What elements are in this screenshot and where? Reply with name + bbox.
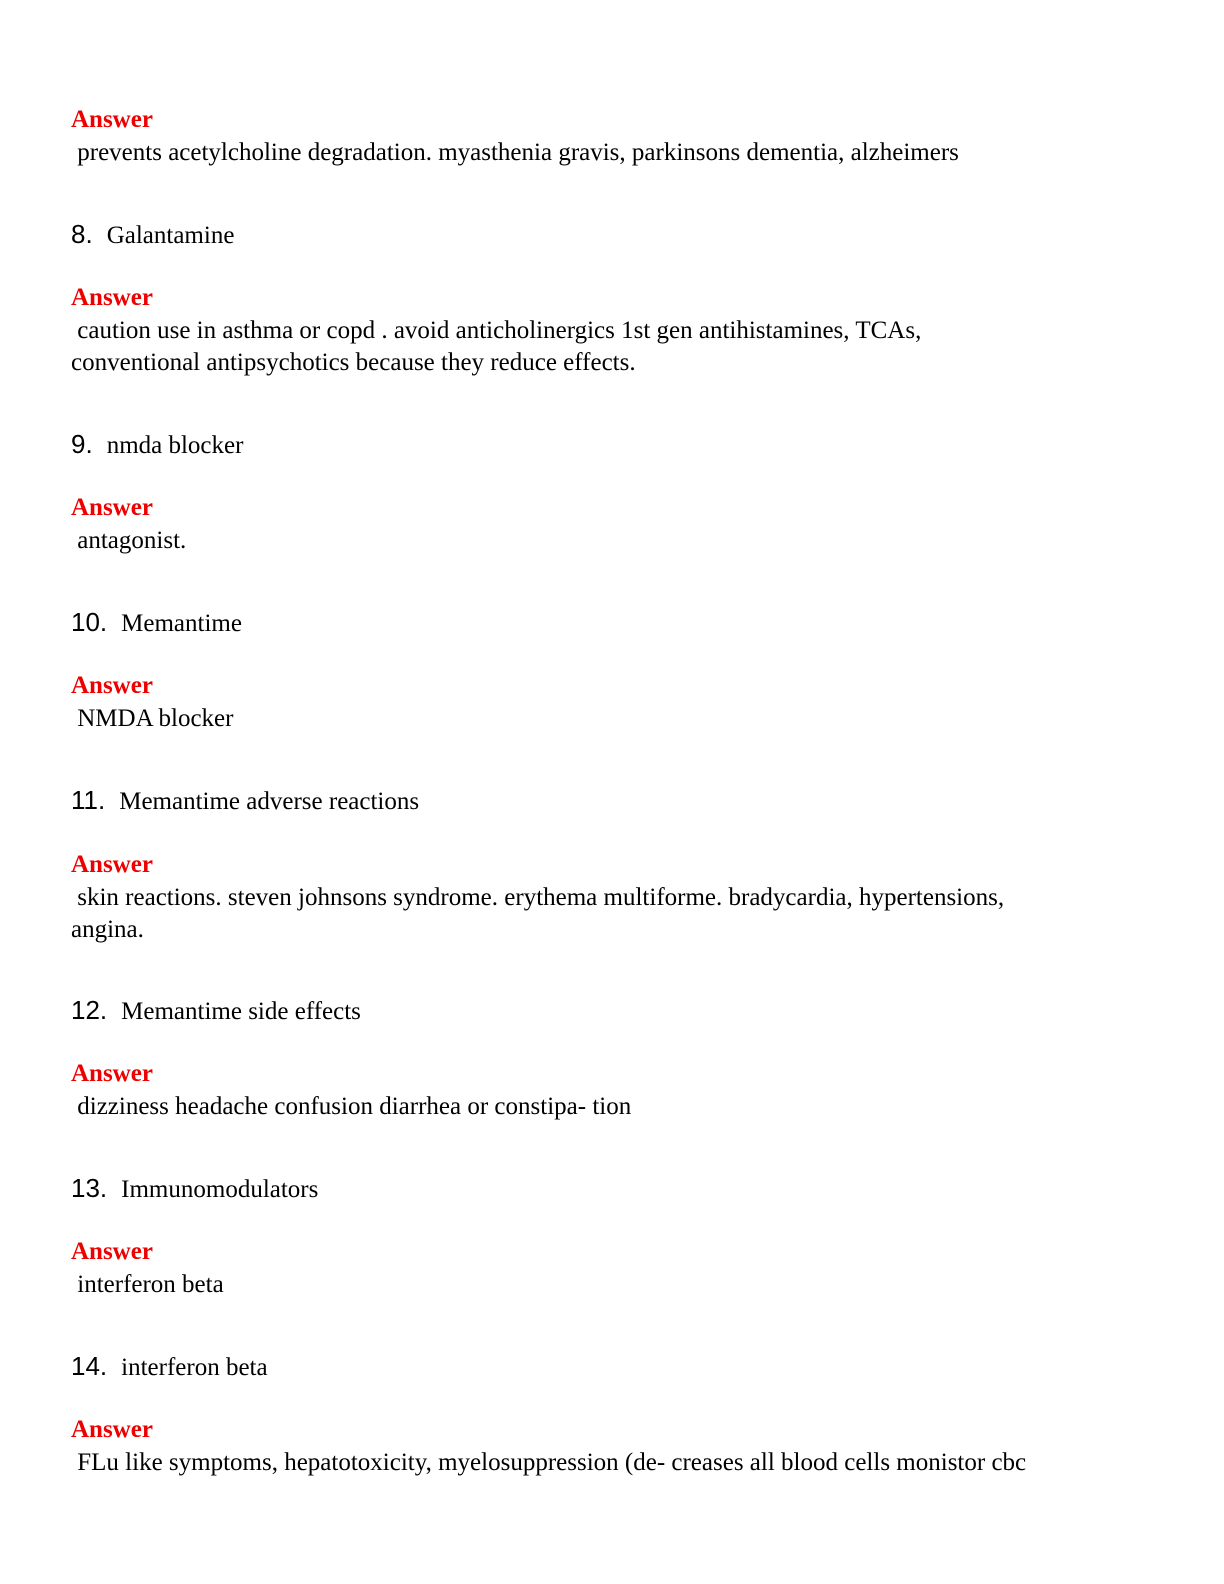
question-item xyxy=(71,218,234,252)
question-item xyxy=(71,1350,268,1384)
answer-label: Answer xyxy=(71,1238,153,1265)
question-number: 11. xyxy=(71,785,106,815)
answer-label: Answer xyxy=(71,106,153,133)
question-number: 12. xyxy=(71,995,108,1025)
answer-block xyxy=(71,1237,1151,1301)
answer-block xyxy=(71,1415,1151,1479)
question-number: 13. xyxy=(71,1173,108,1203)
answer-label: Answer xyxy=(71,1060,153,1087)
question-text: Memantime side effects xyxy=(121,998,361,1025)
question-number: 10. xyxy=(71,607,108,637)
answer-text: dizziness headache confusion diarrhea or constipa- tion xyxy=(71,1093,632,1120)
question-text: Memantime adverse reactions xyxy=(119,788,420,815)
answer-block xyxy=(71,105,1151,169)
answer-label: Answer xyxy=(71,672,153,699)
answer-label: Answer xyxy=(71,494,153,521)
answer-text: FLu like symptoms, hepatotoxicity, myelosuppression (de- creases all blood cells monistor cbc xyxy=(71,1449,1027,1476)
question-text: interferon beta xyxy=(121,1354,268,1381)
answer-text: interferon beta xyxy=(71,1271,224,1298)
question-number: 8. xyxy=(71,219,93,249)
answer-label: Answer xyxy=(71,284,153,311)
answer-label: Answer xyxy=(71,851,153,878)
answer-block xyxy=(71,671,1151,735)
question-text: Memantime xyxy=(121,610,242,637)
question-item xyxy=(71,784,419,818)
question-item xyxy=(71,1172,318,1206)
answer-block xyxy=(71,850,1151,946)
answer-text: caution use in asthma or copd . avoid anticholinergics 1st gen antihistamines, TCAs, conventional antipsychotics because they reduce effects. xyxy=(71,317,922,376)
question-item xyxy=(71,606,242,640)
answer-text: skin reactions. steven johnsons syndrome. erythema multiforme. bradycardia, hypertensions, angina. xyxy=(71,884,1005,943)
answer-text: NMDA blocker xyxy=(71,705,234,732)
answer-text: prevents acetylcholine degradation. myasthenia gravis, parkinsons dementia, alzheimers xyxy=(71,139,959,166)
answer-block xyxy=(71,493,1151,557)
question-item xyxy=(71,428,243,462)
question-text: Galantamine xyxy=(106,222,235,249)
question-number: 9. xyxy=(71,429,93,459)
question-text: Immunomodulators xyxy=(121,1176,319,1203)
answer-text: antagonist. xyxy=(71,527,187,554)
question-item xyxy=(71,994,361,1028)
question-number: 14. xyxy=(71,1351,108,1381)
question-text: nmda blocker xyxy=(106,432,244,459)
answer-block xyxy=(71,1059,1151,1123)
answer-block xyxy=(71,283,1151,379)
answer-label: Answer xyxy=(71,1416,153,1443)
